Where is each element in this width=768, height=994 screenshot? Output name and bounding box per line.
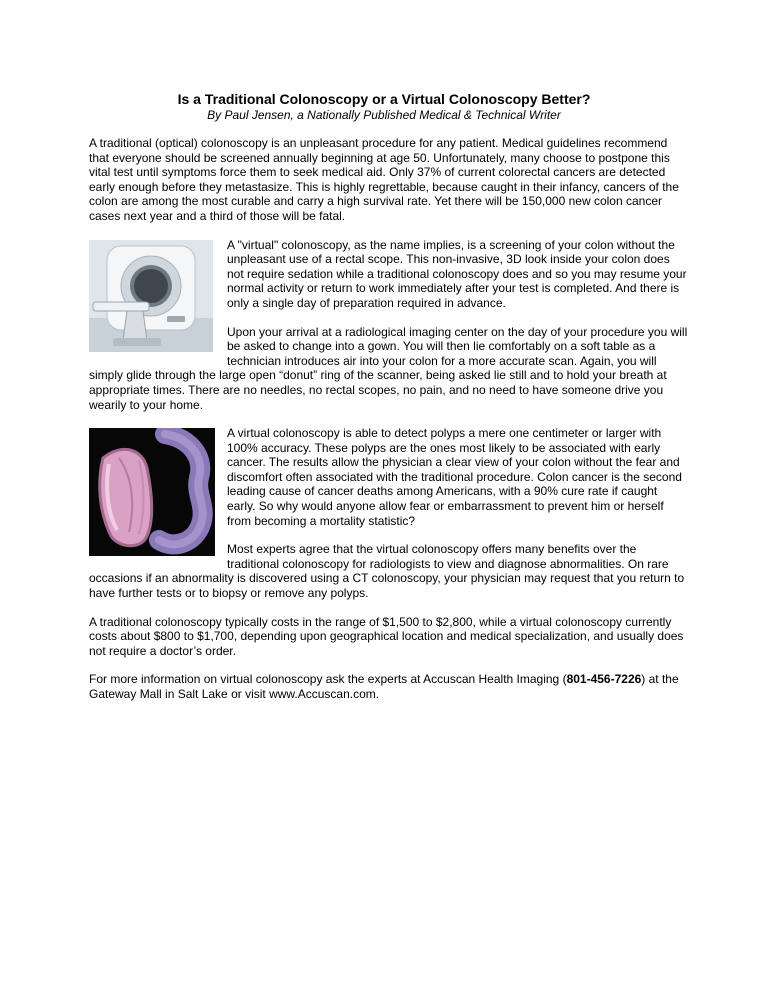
- article-byline: By Paul Jensen, a Nationally Published Medical & Technical Writer: [207, 108, 561, 122]
- article-body: [89, 136, 689, 716]
- paragraph-detection: A virtual colonoscopy is able to detect polyps a mere one centimeter or larger with 100% accuracy. These polyps are the ones most likely to be associated with early cancer. The results allow the physician a clear view of your colon without the fear and discomfort often associated with the traditional procedure. Colon cancer is the second leading cause of cancer deaths among Americans, with a 90% cure rate if caught early. So why would anyone allow fear or embarrassment to prevent him or herself from becoming a mortality statistic?: [227, 426, 682, 528]
- colon-render-illustration: [89, 428, 215, 556]
- article-title: Is a Traditional Colonoscopy or a Virtual Colonoscopy Better?: [177, 91, 591, 107]
- paragraph-contact: [89, 672, 689, 701]
- paragraph-cost: A traditional colonoscopy typically costs in the range of $1,500 to $2,800, while a virtual colonoscopy currently costs about $800 to $1,700, depending upon geographical location and medical specialization, and usually does not require a doctor’s order.: [89, 614, 684, 658]
- contact-text-start: For more information on virtual colonoscopy ask the experts at Accuscan Health Imaging (: [89, 672, 567, 687]
- paragraph-procedure: Upon your arrival at a radiological imaging center on the day of your procedure you will be asked to change into a gown. You will then lie comfortably on a soft table as a technician introduces air into your colon for a more accurate scan. Again, you will simply glide through the large open “donut” ring of the scanner, being asked lie still and to hold your breath at appropriate times. There are no needles, no rectal scopes, no pain, and no need to have someone drive you wearily to your home.: [89, 324, 688, 412]
- ct-scanner-image: [89, 240, 213, 352]
- ct-scanner-illustration: [89, 240, 213, 352]
- paragraph-intro: A traditional (optical) colonoscopy is an unpleasant procedure for any patient. Medical guidelines recommend that everyone should be screened annually beginning at age 50. Unfortunately, many choose to postpone this vital test until symptoms force them to seek medical aid. Only 37% of current colorectal cancers are detected early enough before they metastasize. This is highly regrettable, because caught in their infancy, cancers of the colon are among the most curable and carry a high survival rate. Yet there will be 150,000 new colon cancer cases next year and a third of those will be fatal.: [89, 136, 679, 223]
- phone-number: 801-456-7226: [566, 672, 642, 687]
- colon-render-image: [89, 428, 215, 556]
- paragraph-virtual: A "virtual" colonoscopy, as the name implies, is a screening of your colon without the unpleasant use of a rectal scope. This non-invasive, 3D look inside your colon does not require sedation while a traditional colonoscopy does and so you may resume your normal activity or return to work immediately after your test is completed. And there is only a single day of preparation required in advance.: [227, 237, 687, 310]
- contact-text-end: ) at the Gateway Mall in Salt Lake or visit www.Accuscan.com.: [89, 672, 679, 701]
- paragraph-benefits: Most experts agree that the virtual colonoscopy offers many benefits over the traditional colonoscopy for radiologists to view and diagnose abnormalities. On rare occasions if an abnormality is discovered using a CT colonoscopy, your physician may request that you return to have further tests or to biopsy or remove any polyps.: [89, 542, 685, 601]
